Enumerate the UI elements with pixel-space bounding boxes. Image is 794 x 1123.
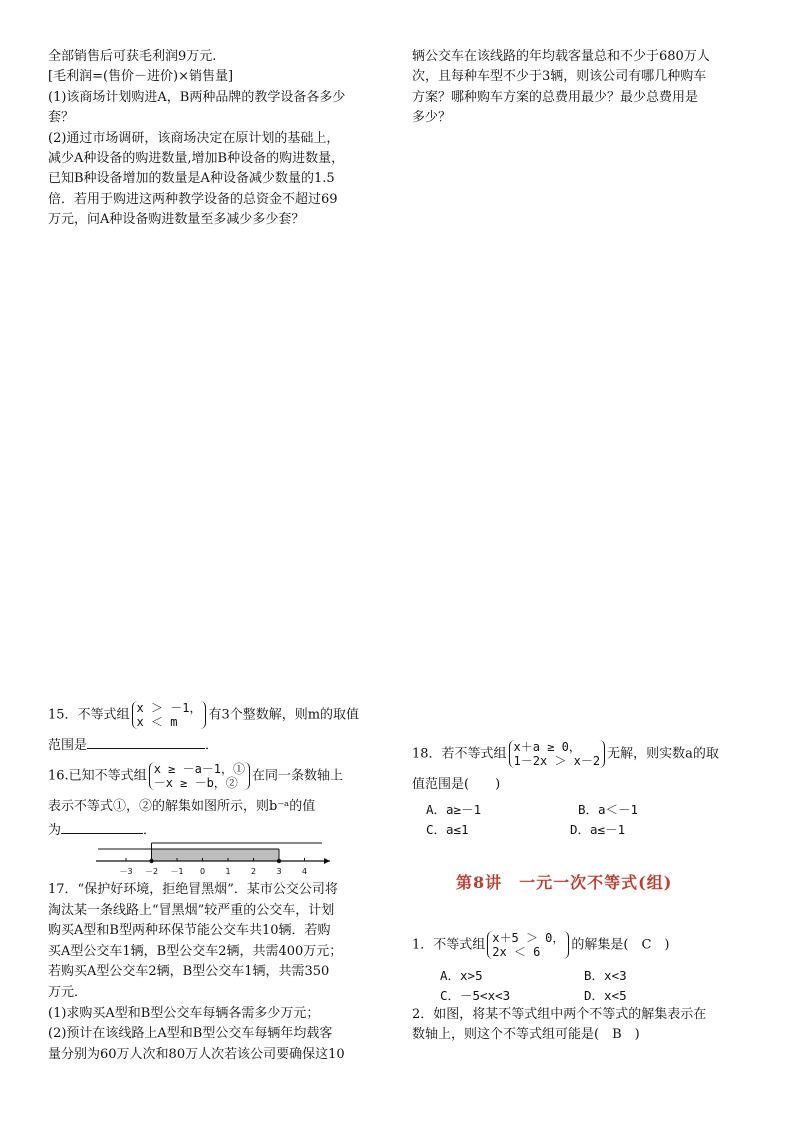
right-top-text xyxy=(412,47,752,129)
p1-inequality-system xyxy=(487,931,569,959)
q16-inequality-system xyxy=(149,762,250,790)
p1-option-a[interactable]: A．x>5 xyxy=(440,968,483,983)
text-line: (2)通过市场调研，该商场决定在原计划的基础上， xyxy=(48,130,340,146)
tick-label: －2 xyxy=(144,867,159,876)
q18-option-d[interactable]: D．a≤－1 xyxy=(570,822,626,837)
q15-inequality-system xyxy=(132,701,207,729)
text-line: 万元． xyxy=(48,984,88,1000)
p1-ineq-2: 2x ＜ 6 xyxy=(492,945,541,959)
q15-ineq-1: x ＞ －1， xyxy=(136,701,202,715)
question-16 xyxy=(48,762,343,790)
question-15 xyxy=(48,701,359,729)
text-line: 万元，问A种设备购进数量至多减少多少套？ xyxy=(48,212,305,228)
q18-ineq-2: 1－2x ＞ x－2 xyxy=(513,754,601,768)
p1-suffix: 的解集是( C ) xyxy=(571,937,670,953)
p1-prefix: 1．不等式组 xyxy=(412,937,486,953)
text-line: [毛利润=(售价－进价)×销售量] xyxy=(48,69,234,85)
q18-option-b[interactable]: B．a＜－1 xyxy=(578,802,639,817)
question-16-line2 xyxy=(48,797,315,817)
solution-shade xyxy=(152,849,280,861)
text-line: 全部销售后可获毛利润9万元. xyxy=(48,49,217,64)
question-15-line2 xyxy=(48,734,218,756)
p1-option-b[interactable]: B．x<3 xyxy=(584,968,627,983)
tick-label: 2 xyxy=(250,867,257,876)
q15-answer-blank[interactable] xyxy=(87,734,205,749)
text-line: (1)求购买A型和B型公交车每辆各需多少万元； xyxy=(48,1005,320,1021)
text-line: 次，且每种车型不少于3辆，则该公司有哪几种购车 xyxy=(412,69,707,85)
axis-arrow xyxy=(324,858,330,864)
q18-suffix: 无解，则实数a的取 xyxy=(607,746,719,762)
q18-option-c[interactable]: C．a≤1 xyxy=(426,822,469,837)
q16-end: ． xyxy=(143,823,157,838)
text-line: 购买A型和B型两种环保节能公交车共10辆．若购 xyxy=(48,923,331,939)
text-line: 17．“保护好环境，拒绝冒黑烟”．某市公交公司将 xyxy=(48,882,338,897)
problem-1 xyxy=(412,931,670,959)
question-18-line2 xyxy=(412,775,500,795)
text-line: 淘汰某一条线路上“冒黑烟”较严重的公交车，计划 xyxy=(48,902,335,918)
tick-label: －1 xyxy=(170,867,184,876)
text-line: 减少A种设备的购进数量,增加B种设备的购进数量， xyxy=(48,151,345,167)
tick-label: 0 xyxy=(199,867,206,876)
q15-end: ． xyxy=(205,738,219,753)
p1-option-d[interactable]: D．x<5 xyxy=(584,988,627,1003)
text-line: 辆公交车在该线路的年均载客量总和不少于680万人 xyxy=(412,49,710,64)
question-17 xyxy=(48,880,388,1065)
number-line-group xyxy=(96,843,330,876)
tick-label: －3 xyxy=(119,867,133,876)
tick-label: 3 xyxy=(276,867,282,876)
p1-ineq-1: x＋5 ＞ 0， xyxy=(492,931,565,945)
tick-label: 1 xyxy=(225,867,231,876)
q16-line2: 表示不等式①，②的解集如图所示，则b⁻ᵃ的值 xyxy=(48,799,316,814)
q15-prefix: 15．不等式组 xyxy=(48,707,130,723)
q18-prefix: 18．若不等式组 xyxy=(412,746,507,762)
q16-answer-blank[interactable] xyxy=(61,819,143,834)
problem-2 xyxy=(412,1005,752,1046)
text-line: 买A型公交车1辆，B型公交车2辆，共需400万元； xyxy=(48,943,343,959)
text-line: 若购买A型公交车2辆，B型公交车1辆，共需350 xyxy=(48,964,330,980)
q16-ineq-1: x ≥ －a－1，① xyxy=(153,762,246,776)
tick-label: 4 xyxy=(301,867,308,876)
q18-option-a[interactable]: A．a≥－1 xyxy=(426,802,482,817)
q16-prefix: 16.已知不等式组 xyxy=(48,768,147,784)
p1-option-c[interactable]: C．－5<x<3 xyxy=(440,988,511,1003)
text-line: 套？ xyxy=(48,110,75,126)
text-line: 倍．若用于购进这两种教学设备的总资金不超过69 xyxy=(48,191,338,207)
text-line: 数轴上，则这个不等式组可能是( B ) xyxy=(412,1027,640,1043)
q16-ineq-2: －x ≥ －b，② xyxy=(153,776,238,790)
text-line: 多少？ xyxy=(412,110,452,126)
q18-line2: 值范围是( ) xyxy=(412,777,501,792)
q15-line2: 范围是 xyxy=(48,738,88,753)
text-line: 方案？哪种购车方案的总费用最少？最少总费用是 xyxy=(412,89,699,105)
left-top-text xyxy=(48,47,388,231)
q18-ineq-1: x＋a ≥ 0， xyxy=(513,740,581,754)
number-line-figure xyxy=(96,838,336,880)
text-line: (1)该商场计划购进A，B两种品牌的教学设备各多少 xyxy=(48,89,346,105)
text-line: (2)预计在该线路上A型和B型公交车每辆年均载客 xyxy=(48,1026,333,1042)
text-line: 量分别为60万人次和80万人次若该公司要确保这10 xyxy=(48,1046,345,1062)
q15-ineq-2: x ＜ m xyxy=(136,715,178,729)
text-line: 2．如图，将某不等式组中两个不等式的解集表示在 xyxy=(412,1007,707,1022)
question-18 xyxy=(412,740,719,768)
q16-line3: 为 xyxy=(48,823,62,838)
section-heading: 第8讲 一元一次不等式(组) xyxy=(456,873,673,892)
q15-suffix: 有3个整数解，则m的取值 xyxy=(208,707,360,723)
q16-suffix: 在同一条数轴上 xyxy=(252,768,344,784)
q18-inequality-system xyxy=(509,740,606,768)
text-line: 已知B种设备增加的数量是A种设备减少数量的1.5 xyxy=(48,171,335,187)
